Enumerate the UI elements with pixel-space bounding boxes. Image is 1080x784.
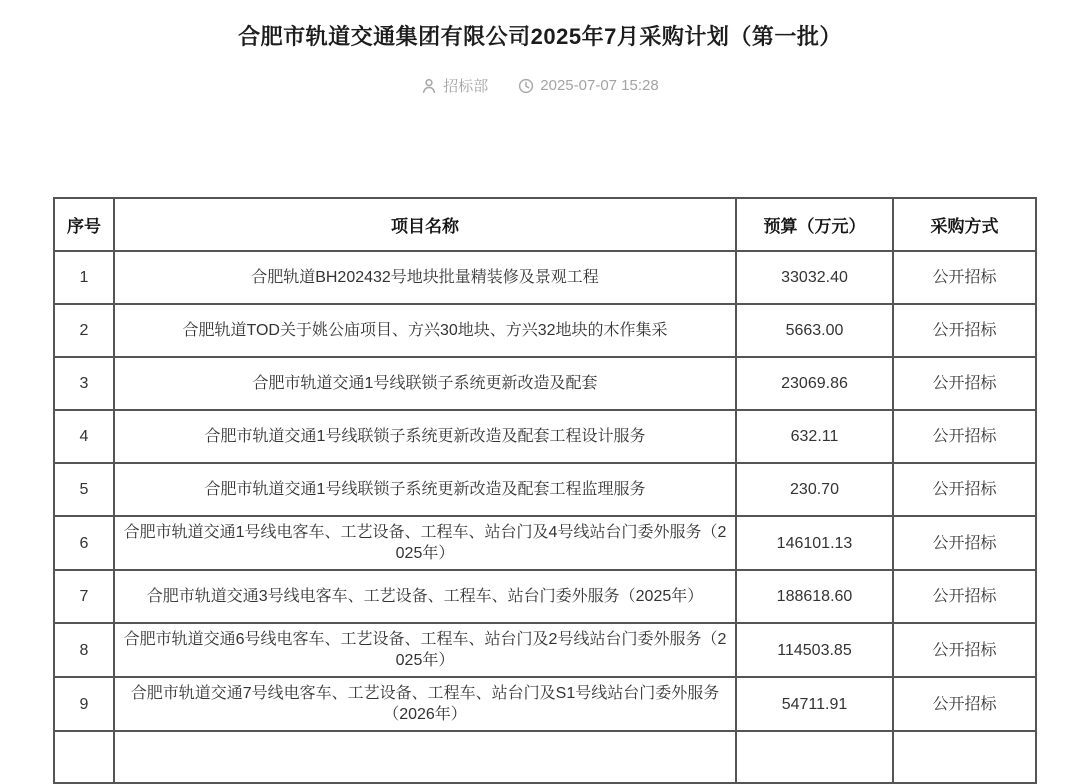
page-title: 合肥市轨道交通集团有限公司2025年7月采购计划（第一批） [238,24,842,49]
empty-cell [736,731,893,783]
table-row [54,463,1036,516]
column-header-method: 采购方式 [893,198,1036,251]
budget-cell: 33032.40 [736,251,893,304]
method-cell: 公开招标 [893,623,1036,677]
budget-cell: 188618.60 [736,570,893,623]
empty-cell [54,731,114,783]
table-row [54,410,1036,463]
table-row [54,304,1036,357]
method-cell: 公开招标 [893,304,1036,357]
table-row [54,251,1036,304]
table-body [54,251,1036,783]
row-index-cell: 1 [54,251,114,304]
empty-cell [893,731,1036,783]
budget-cell: 23069.86 [736,357,893,410]
budget-cell: 230.70 [736,463,893,516]
budget-cell: 114503.85 [736,623,893,677]
empty-cell [114,731,736,783]
person-icon [421,78,437,94]
publish-time-meta [518,77,658,94]
column-header-project-name: 项目名称 [114,198,736,251]
budget-cell: 54711.91 [736,677,893,731]
budget-cell: 632.11 [736,410,893,463]
project-name-cell: 合肥市轨道交通1号线联锁子系统更新改造及配套工程监理服务 [114,463,736,516]
project-name-cell: 合肥轨道TOD关于姚公庙项目、方兴30地块、方兴32地块的木作集采 [114,304,736,357]
row-index-cell: 8 [54,623,114,677]
budget-cell: 5663.00 [736,304,893,357]
table-header-row [54,198,1036,251]
project-name-cell: 合肥市轨道交通6号线电客车、工艺设备、工程车、站台门及2号线站台门委外服务（2025年） [114,623,736,677]
author-name: 招标部 [443,78,489,95]
clock-icon [518,78,534,94]
article-meta [0,75,1080,96]
project-name-cell: 合肥市轨道交通1号线联锁子系统更新改造及配套工程设计服务 [114,410,736,463]
procurement-table-wrap [53,197,1035,784]
project-name-cell: 合肥市轨道交通7号线电客车、工艺设备、工程车、站台门及S1号线站台门委外服务（2026年） [114,677,736,731]
project-name-cell: 合肥轨道BH202432号地块批量精装修及景观工程 [114,251,736,304]
row-index-cell: 5 [54,463,114,516]
table-row-partial [54,731,1036,783]
method-cell: 公开招标 [893,357,1036,410]
table-row [54,570,1036,623]
method-cell: 公开招标 [893,463,1036,516]
method-cell: 公开招标 [893,251,1036,304]
row-index-cell: 2 [54,304,114,357]
budget-cell: 146101.13 [736,516,893,570]
row-index-cell: 9 [54,677,114,731]
row-index-cell: 6 [54,516,114,570]
table-row [54,516,1036,570]
method-cell: 公开招标 [893,570,1036,623]
table-row [54,623,1036,677]
row-index-cell: 4 [54,410,114,463]
author-meta [421,75,488,96]
publish-time: 2025-07-07 15:28 [540,77,659,94]
row-index-cell: 7 [54,570,114,623]
table-row [54,357,1036,410]
column-header-budget: 预算（万元） [736,198,893,251]
method-cell: 公开招标 [893,410,1036,463]
method-cell: 公开招标 [893,677,1036,731]
article-page [0,20,1080,723]
column-header-no: 序号 [54,198,114,251]
project-name-cell: 合肥市轨道交通1号线电客车、工艺设备、工程车、站台门及4号线站台门委外服务（2025年） [114,516,736,570]
project-name-cell: 合肥市轨道交通1号线联锁子系统更新改造及配套 [114,357,736,410]
method-cell: 公开招标 [893,516,1036,570]
project-name-cell: 合肥市轨道交通3号线电客车、工艺设备、工程车、站台门委外服务（2025年） [114,570,736,623]
row-index-cell: 3 [54,357,114,410]
procurement-table [53,197,1037,784]
